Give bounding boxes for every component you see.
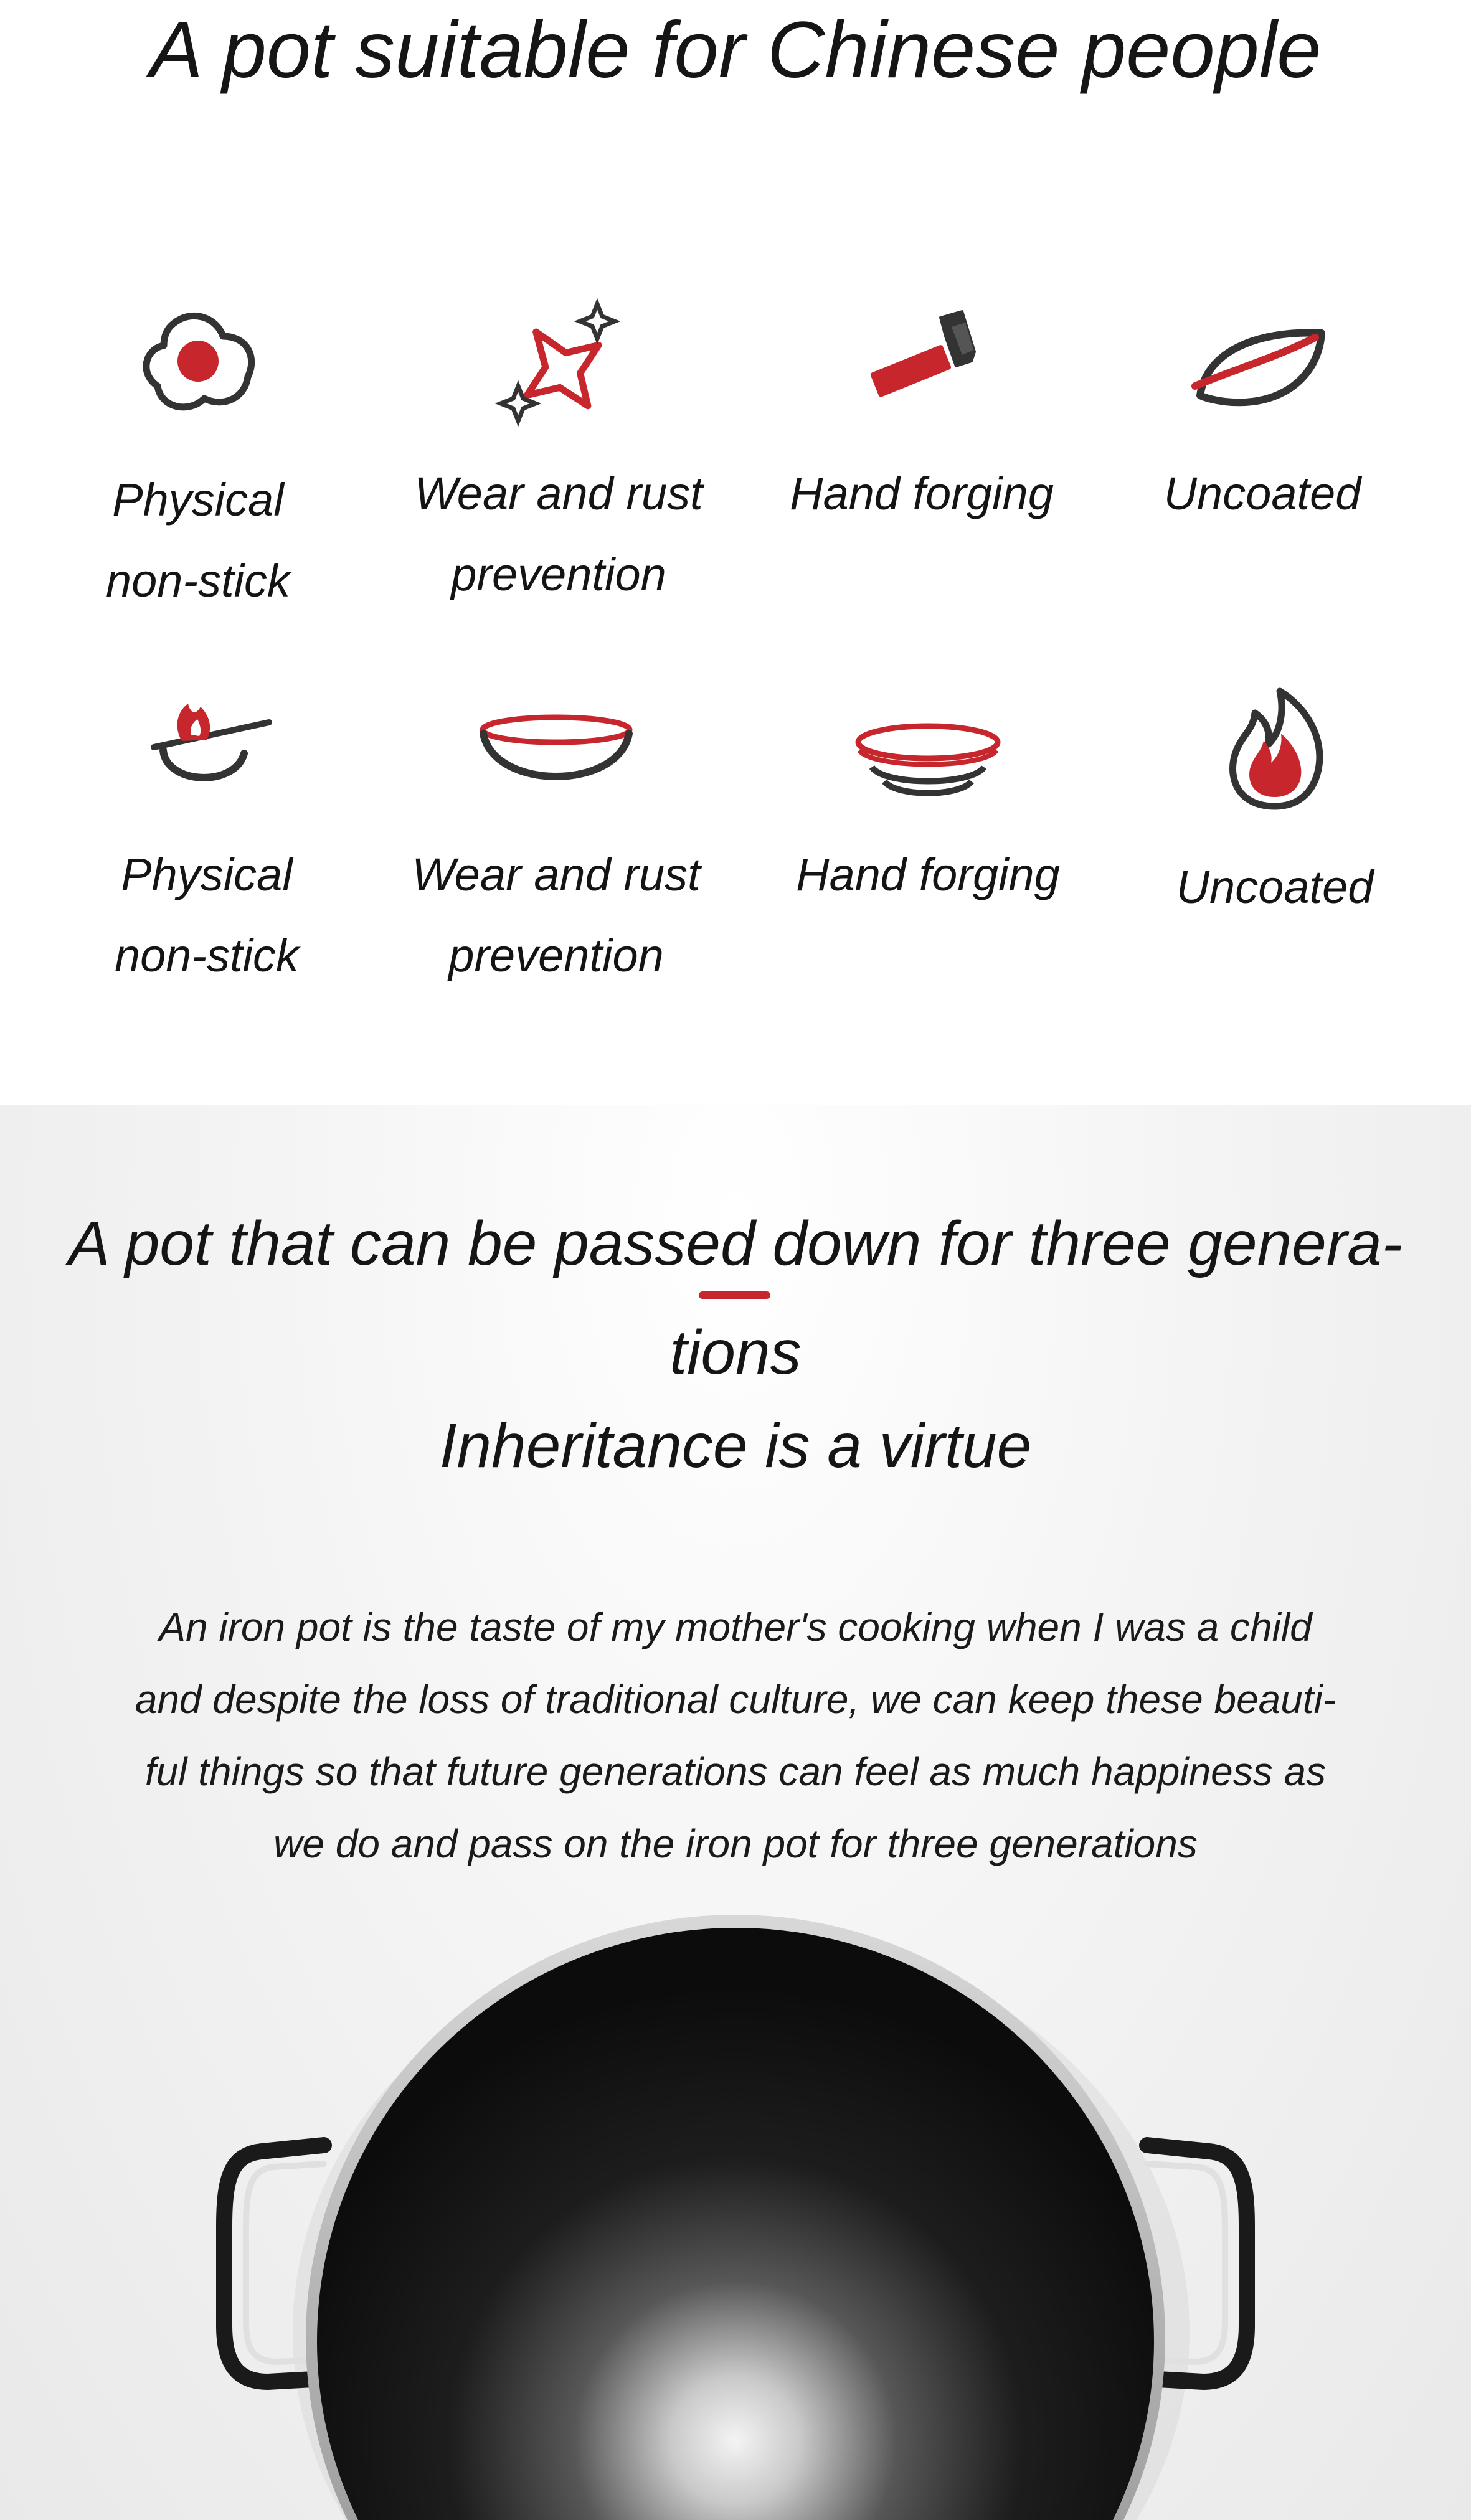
page-title: A pot suitable for Chinese people (149, 6, 1322, 95)
feature-label-line1: Uncoated (1176, 861, 1374, 913)
bowl-icon (472, 704, 640, 797)
hammer-icon (853, 293, 990, 430)
fried-egg-icon (130, 299, 267, 436)
leaf-icon (1181, 293, 1343, 430)
wok-image (0, 1902, 1471, 2520)
body-line-3: ful things so that future generations can feel as much happiness as (144, 1749, 1327, 1794)
body-line-2: and despite the loss of traditional culture, we can keep these beauti- (135, 1677, 1336, 1722)
feature-label-line2: non-stick (105, 555, 291, 606)
inheritance-headline-line2: tions (669, 1318, 802, 1387)
feature-wear-rust-2 (382, 704, 731, 996)
feature-label-line2: prevention (448, 930, 664, 981)
flame-icon (1206, 679, 1343, 816)
feature-label-line1: Uncoated (1163, 468, 1361, 519)
inheritance-section (0, 1105, 1471, 2520)
feature-physical-non-stick-2 (32, 685, 381, 996)
feature-hand-forging (747, 293, 1096, 534)
inheritance-headline-line1: A pot that can be passed down for three genera- (68, 1209, 1403, 1278)
feature-wear-rust (384, 293, 733, 615)
feature-label-line1: Wear and rust (414, 468, 703, 519)
stacked-plates-icon (847, 716, 1009, 809)
wok-flame-icon (138, 685, 275, 809)
feature-uncoated-2 (1100, 679, 1449, 928)
feature-label-line1: Hand forging (790, 468, 1054, 519)
feature-label-line2: prevention (451, 549, 666, 600)
features-section (0, 0, 1471, 1105)
feature-physical-non-stick (24, 299, 372, 621)
feature-hand-forging-2 (754, 716, 1102, 915)
sparkle-icon (490, 293, 627, 430)
inheritance-subheadline: Inheritance is a virtue (439, 1411, 1032, 1481)
body-line-1: An iron pot is the taste of my mother's cooking when I was a child (159, 1605, 1312, 1649)
feature-label-line1: Wear and rust (412, 849, 701, 900)
feature-label-line1: Physical (121, 849, 293, 900)
feature-uncoated (1088, 293, 1437, 534)
inheritance-body (106, 1591, 1365, 1880)
feature-label-line1: Physical (112, 474, 284, 526)
feature-label-line2: non-stick (114, 930, 300, 981)
body-line-4: we do and pass on the iron pot for three generations (273, 1821, 1198, 1866)
feature-label-line1: Hand forging (796, 849, 1060, 900)
